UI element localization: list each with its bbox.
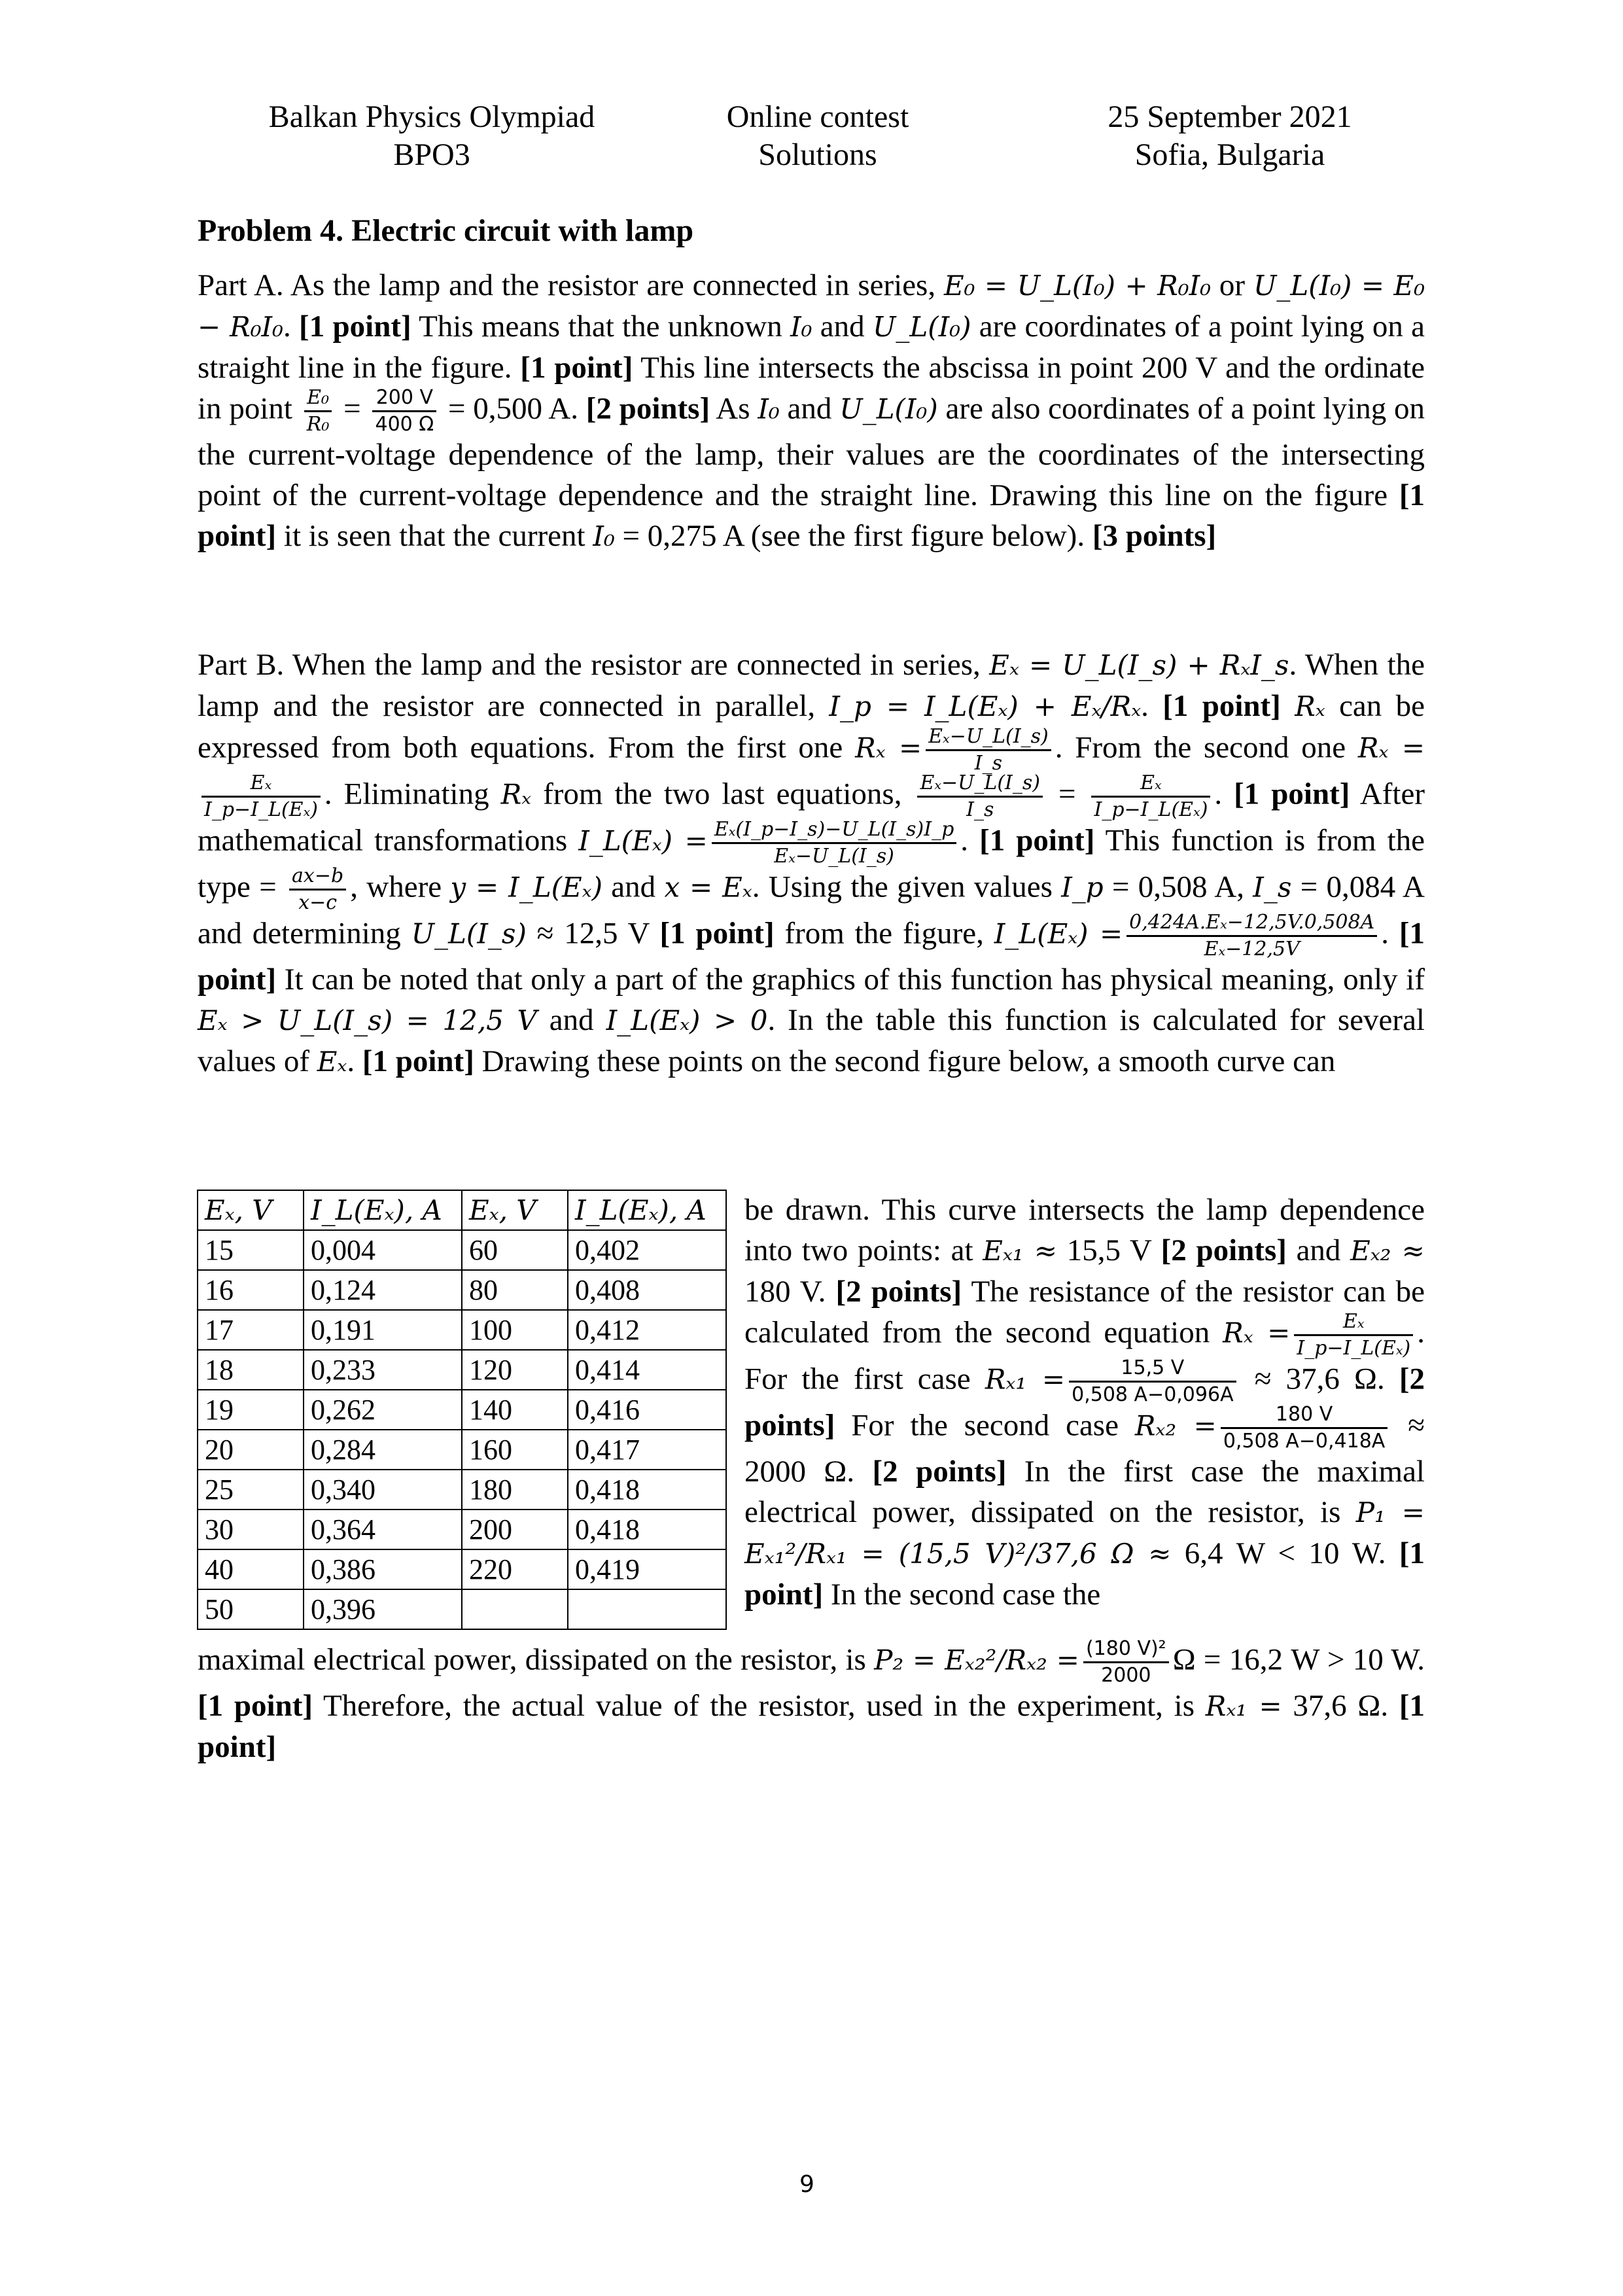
- text: It can be noted that only a part of the graphics of this function has physical meaning, only if: [276, 963, 1425, 997]
- table-cell: 25: [198, 1470, 304, 1510]
- text: .: [1214, 777, 1234, 811]
- table-cell: 50: [198, 1589, 304, 1629]
- text: are also coordinates of a point lying on the current-voltage dependence of the lamp, their values are the coordinates of the intersecting point of the current-voltage dependence and the straight line. Drawing this line on the figure: [198, 391, 1425, 512]
- text: are coordinates of a point lying on a straight line in the figure.: [198, 309, 1425, 385]
- table-row: [198, 1470, 726, 1510]
- text: For the second case: [835, 1408, 1135, 1443]
- points-label: [1 point]: [198, 916, 1425, 997]
- text: After mathematical transformations: [198, 777, 1425, 858]
- text: The resistance of the resistor can be calculated from the second equation: [744, 1275, 1425, 1350]
- text: = 0,084 A and determining: [198, 870, 1425, 951]
- text: . In the table this function is calculated for several values of: [198, 1003, 1425, 1078]
- fraction-numerator: (180 V)²: [1083, 1639, 1169, 1663]
- math: y = I_L(Eₓ): [450, 871, 602, 904]
- table-cell: 20: [198, 1430, 304, 1470]
- column-header: Eₓ, V: [462, 1190, 568, 1230]
- math: Eₓ > U_L(I_s) = 12,5 V: [198, 1004, 537, 1036]
- table-cell: 0,418: [568, 1510, 726, 1549]
- header-doc-type: Solutions: [758, 137, 877, 172]
- math: E₀ = U_L(I₀) + R₀I₀: [943, 270, 1212, 302]
- table-cell: 30: [198, 1510, 304, 1549]
- fraction: [304, 388, 332, 434]
- fraction: [1294, 1312, 1413, 1358]
- text: .: [1381, 916, 1399, 951]
- fraction-denominator: 2000: [1101, 1664, 1151, 1687]
- math: I_p: [1061, 871, 1104, 904]
- points-label: [2 points]: [1161, 1233, 1287, 1267]
- table-row: [198, 1510, 726, 1549]
- table-cell: 0,262: [304, 1390, 462, 1430]
- math: Eₓ₁ ≈: [983, 1235, 1058, 1267]
- fraction: [917, 773, 1043, 820]
- fraction: [1069, 1358, 1236, 1405]
- fraction-denominator: x−c: [298, 891, 338, 914]
- fraction: [712, 820, 956, 866]
- fraction: [1221, 1405, 1388, 1451]
- part-b-paragraph: [198, 645, 1425, 1082]
- text: and: [536, 1003, 606, 1037]
- column-header: I_L(Eₓ), A: [304, 1190, 462, 1230]
- text: [1281, 689, 1295, 723]
- points-label: [3 points]: [1092, 519, 1217, 553]
- table-cell: 0,364: [304, 1510, 462, 1549]
- fraction-numerator: Eₓ: [1294, 1312, 1413, 1336]
- table-cell: 0,004: [304, 1230, 462, 1270]
- column-header: Eₓ, V: [198, 1190, 304, 1230]
- math: Rₓ₁ =: [1205, 1690, 1282, 1722]
- text: 15,5 V: [1057, 1233, 1161, 1267]
- text: This line intersects the abscissa in point 200 V and the ordinate in point: [198, 351, 1425, 426]
- text: or: [1211, 268, 1253, 302]
- table-cell: 0,416: [568, 1390, 726, 1430]
- table-cell: 16: [198, 1270, 304, 1310]
- text: maximal electrical power, dissipated on the resistor, is: [198, 1642, 875, 1677]
- fraction-numerator: Eₓ−U_L(I_s): [926, 727, 1051, 751]
- fraction-denominator: I_s: [974, 752, 1003, 775]
- table-cell: 0,418: [568, 1470, 726, 1510]
- text: 37,6 Ω.: [1282, 1689, 1399, 1723]
- points-label: [2 points]: [585, 391, 710, 426]
- points-label: [1 point]: [1234, 777, 1350, 811]
- fraction-denominator: I_p−I_L(Eₓ): [1094, 798, 1208, 821]
- points-label: [1 point]: [744, 1536, 1425, 1612]
- text: and: [812, 309, 873, 344]
- points-label: [2 points]: [744, 1362, 1425, 1443]
- text: . From the second one: [1055, 730, 1358, 765]
- math: U_L(I₀) = E₀ − R₀I₀: [198, 270, 1425, 343]
- table-row: [198, 1350, 726, 1390]
- text: Drawing these points on the second figure below, a smooth curve can: [474, 1044, 1336, 1078]
- math: P₂ = Eₓ₂²/Rₓ₂ =: [874, 1644, 1079, 1676]
- table-cell: 200: [462, 1510, 568, 1549]
- fraction-denominator: I_s: [966, 798, 994, 821]
- points-label: [2 points]: [872, 1455, 1007, 1489]
- table-cell: [568, 1589, 726, 1629]
- points-label: [1 point]: [362, 1044, 474, 1078]
- fraction: [1091, 773, 1210, 820]
- points-label: [1 point]: [1162, 689, 1281, 723]
- fraction-denominator: Eₓ−12,5V: [1204, 938, 1300, 961]
- table-cell: 0,396: [304, 1589, 462, 1629]
- table-cell: 0,284: [304, 1430, 462, 1470]
- math: I₀: [593, 520, 615, 552]
- fraction-denominator: R₀: [306, 413, 330, 436]
- math: Eₓ = U_L(I_s) + RₓI_s: [989, 649, 1289, 681]
- table-cell: 0,124: [304, 1270, 462, 1310]
- text: = 0,500 A.: [440, 391, 586, 426]
- fraction: [1083, 1639, 1169, 1686]
- text: In the second case the: [823, 1578, 1101, 1612]
- fraction-numerator: Eₓ(I_p−I_s)−U_L(I_s)I_p: [712, 820, 956, 844]
- fraction-denominator: Eₓ−U_L(I_s): [774, 845, 894, 868]
- fraction-numerator: ax−b: [289, 866, 346, 891]
- points-label: [1 point]: [198, 478, 1425, 553]
- fraction-numerator: 180 V: [1221, 1405, 1388, 1429]
- header-date: 25 September 2021: [1108, 99, 1352, 134]
- table-cell: 19: [198, 1390, 304, 1430]
- text: be drawn. This curve intersects the lamp dependence into two points: at: [744, 1193, 1425, 1267]
- text: . For the first case: [744, 1315, 1425, 1396]
- table-cell: 0,402: [568, 1230, 726, 1270]
- math: U_L(I_s): [411, 917, 527, 950]
- text: from the figure,: [774, 916, 994, 951]
- table-row: [198, 1310, 726, 1350]
- text: In the first case the maximal electrical power, dissipated on the resistor, is: [744, 1455, 1425, 1529]
- table-row: [198, 1230, 726, 1270]
- points-label: [1 point]: [979, 823, 1095, 858]
- points-label: [1 point]: [520, 351, 633, 385]
- fraction-numerator: E₀: [304, 388, 332, 412]
- math: Rₓ =: [1223, 1316, 1291, 1349]
- header-olympiad-name: Balkan Physics Olympiad: [268, 99, 595, 134]
- points-label: [1 point]: [659, 916, 775, 951]
- function-values-table: [197, 1190, 727, 1630]
- math: I_p = I_L(Eₓ) + Eₓ/Rₓ: [829, 690, 1142, 722]
- math: Rₓ₂ =: [1134, 1409, 1217, 1442]
- math: I₀: [758, 393, 780, 425]
- text: = 0,275 A (see the first figure below).: [614, 519, 1092, 553]
- text: . Eliminating: [324, 777, 501, 811]
- table-row: [198, 1549, 726, 1589]
- text: .: [283, 309, 300, 344]
- math: P₁ = Eₓ₁²/Rₓ₁ = (15,5 V)²/37,6 Ω ≈: [744, 1496, 1425, 1570]
- header-contest-type: Online contest: [726, 99, 909, 134]
- math: Rₓ: [500, 778, 532, 811]
- text: Part A. As the lamp and the resistor are connected in series,: [198, 268, 944, 302]
- points-label: [2 points]: [835, 1275, 962, 1309]
- math: Rₓ =: [1357, 732, 1425, 764]
- fraction-numerator: Eₓ−U_L(I_s): [917, 773, 1043, 798]
- table-row: [198, 1270, 726, 1310]
- text: =: [336, 391, 369, 426]
- text: . When the lamp and the resistor are connected in parallel,: [198, 648, 1425, 723]
- text: and: [602, 870, 665, 904]
- math: U_L(I₀): [872, 311, 971, 343]
- fraction-numerator: 200 V: [372, 388, 436, 412]
- text: Ω = 16,2 W > 10 W.: [1172, 1642, 1425, 1677]
- text: .: [1141, 689, 1163, 723]
- text: As: [710, 391, 758, 426]
- points-label: [1 point]: [198, 1689, 1425, 1764]
- text: . Using the given values: [752, 870, 1062, 904]
- text: =: [1047, 777, 1088, 811]
- fraction-numerator: 15,5 V: [1069, 1358, 1236, 1383]
- table-cell: 0,386: [304, 1549, 462, 1589]
- table-cell: 100: [462, 1310, 568, 1350]
- points-label: [1 point]: [299, 309, 411, 344]
- math: Eₓ: [317, 1046, 347, 1078]
- fraction: [372, 388, 436, 434]
- table-cell: 120: [462, 1350, 568, 1390]
- table-row: [198, 1390, 726, 1430]
- math: Rₓ =: [855, 732, 922, 764]
- table-cell: 17: [198, 1310, 304, 1350]
- fraction-denominator: I_p−I_L(Eₓ): [1297, 1337, 1411, 1360]
- part-b-conclusion: [198, 1639, 1425, 1767]
- header-contest: [648, 98, 988, 174]
- table-row: [198, 1589, 726, 1629]
- text: ≈ 12,5 V: [526, 916, 660, 951]
- page-number: 9: [799, 2171, 814, 2198]
- table-cell: 0,340: [304, 1470, 462, 1510]
- text: This function is from the type =: [198, 823, 1425, 904]
- math: Eₓ₂ ≈: [1350, 1235, 1425, 1267]
- text: ≈ 37,6 Ω.: [1240, 1362, 1399, 1396]
- header-date-place: [1021, 98, 1439, 174]
- text: = 0,508 A,: [1103, 870, 1253, 904]
- fraction-denominator: 0,508 A−0,418A: [1223, 1430, 1386, 1453]
- table-cell: 160: [462, 1430, 568, 1470]
- header-olympiad-code: BPO3: [393, 137, 470, 172]
- math: I_L(Eₓ) =: [578, 824, 708, 857]
- table-cell: 80: [462, 1270, 568, 1310]
- text: .: [347, 1044, 362, 1078]
- part-a-paragraph: [198, 265, 1425, 557]
- table-cell: 15: [198, 1230, 304, 1270]
- fraction: [201, 773, 321, 820]
- header-place: Sofia, Bulgaria: [1134, 137, 1325, 172]
- text: it is seen that the current: [276, 519, 593, 553]
- text: This means that the unknown: [411, 309, 791, 344]
- text: Therefore, the actual value of the resistor, used in the experiment, is: [313, 1689, 1206, 1723]
- math: Rₓ₁ =: [985, 1363, 1066, 1396]
- math: Rₓ: [1295, 690, 1325, 722]
- text: 180 V.: [744, 1275, 836, 1309]
- points-label: [1 point]: [198, 1689, 313, 1723]
- fraction-denominator: 0,508 A−0,096A: [1072, 1383, 1234, 1406]
- text: and: [779, 391, 840, 426]
- table-cell: 18: [198, 1350, 304, 1390]
- fraction-denominator: I_p−I_L(Eₓ): [204, 798, 318, 821]
- table-cell: 220: [462, 1549, 568, 1589]
- table-cell: 0,233: [304, 1350, 462, 1390]
- table-cell: 0,417: [568, 1430, 726, 1470]
- text: .: [960, 823, 980, 858]
- math: I₀: [790, 311, 812, 343]
- table-cell: 140: [462, 1390, 568, 1430]
- math: x = Eₓ: [664, 871, 752, 904]
- table-header-row: [198, 1190, 726, 1230]
- table-cell: 60: [462, 1230, 568, 1270]
- table-cell: 0,419: [568, 1549, 726, 1589]
- math: I_L(Eₓ) > 0: [606, 1004, 768, 1036]
- text: from the two last equations,: [531, 777, 914, 811]
- table-cell: 0,412: [568, 1310, 726, 1350]
- problem-title: Problem 4. Electric circuit with lamp: [198, 213, 694, 248]
- text: 6,4 W < 10 W.: [1171, 1536, 1399, 1570]
- fraction: [926, 727, 1051, 773]
- fraction-numerator: 0,424A.Eₓ−12,5V.0,508A: [1126, 913, 1377, 937]
- fraction-numerator: Eₓ: [1091, 773, 1210, 798]
- table-cell: 180: [462, 1470, 568, 1510]
- header-olympiad: [196, 98, 667, 174]
- text: , where: [350, 870, 451, 904]
- text: ≈ 2000 Ω.: [744, 1408, 1425, 1489]
- math: I_L(Eₓ) =: [994, 917, 1123, 950]
- text: can be expressed from both equations. From the first one: [198, 689, 1425, 765]
- math: U_L(I₀): [839, 393, 938, 425]
- text: and: [1286, 1233, 1351, 1267]
- table-cell: 40: [198, 1549, 304, 1589]
- table-cell: 0,414: [568, 1350, 726, 1390]
- text: Part B. When the lamp and the resistor are connected in series,: [198, 648, 990, 682]
- table-cell: 0,408: [568, 1270, 726, 1310]
- fraction-denominator: 400 Ω: [375, 413, 434, 436]
- table-row: [198, 1430, 726, 1470]
- table-cell: 0,191: [304, 1310, 462, 1350]
- column-header: I_L(Eₓ), A: [568, 1190, 726, 1230]
- table-cell: [462, 1589, 568, 1629]
- math: I_s: [1253, 871, 1292, 904]
- part-b-continuation: [744, 1190, 1425, 1615]
- fraction-numerator: Eₓ: [201, 773, 321, 798]
- fraction: [1126, 913, 1377, 959]
- fraction: [289, 866, 346, 913]
